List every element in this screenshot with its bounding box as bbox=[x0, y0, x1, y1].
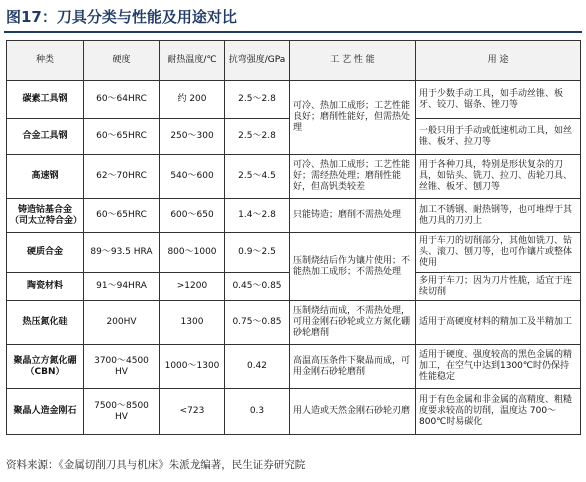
cell-strength: 0.9～2.5 bbox=[225, 233, 290, 273]
header-kind: 种类 bbox=[7, 41, 84, 81]
figure-title: 图17：刀具分类与性能及用途对比 bbox=[6, 8, 237, 26]
cell-heat: 1300 bbox=[160, 301, 225, 345]
cell-hardness: 60～65HRC bbox=[84, 119, 160, 155]
cell-process: 高温高压条件下聚晶而成，可用金刚石砂轮磨削 bbox=[290, 345, 416, 389]
cell-heat: <723 bbox=[160, 389, 225, 435]
cell-hardness: 60～65HRC bbox=[84, 199, 160, 233]
cell-heat: 1000～1300 bbox=[160, 345, 225, 389]
cell-kind: 陶瓷材料 bbox=[7, 273, 84, 301]
header-hardness: 硬度 bbox=[84, 41, 160, 81]
cell-process: 用人造或天然金刚石砂轮刃磨 bbox=[290, 389, 416, 435]
cell-strength: 2.5～4.5 bbox=[225, 155, 290, 199]
cell-kind: 聚晶立方氮化硼（CBN） bbox=[7, 345, 84, 389]
table-row bbox=[7, 233, 581, 273]
cell-use: 用于有色金属和非金属的高精度、粗糙度要求较高的切削，温度达 700～800℃时易碳化 bbox=[416, 389, 581, 435]
cell-strength: 2.5～2.8 bbox=[225, 119, 290, 155]
cell-hardness: 91～94HRA bbox=[84, 273, 160, 301]
header-use: 用 途 bbox=[416, 41, 581, 81]
cell-use: 适用于硬度、强度较高的黑色金属的精加工，在空气中达到1300℃时仍保持性能稳定 bbox=[416, 345, 581, 389]
cell-hardness: 89～93.5 HRA bbox=[84, 233, 160, 273]
cell-kind: 碳素工具钢 bbox=[7, 81, 84, 119]
cell-kind: 合金工具钢 bbox=[7, 119, 84, 155]
table-row bbox=[7, 345, 581, 389]
header-process: 工 艺 性 能 bbox=[290, 41, 416, 81]
cell-heat: >1200 bbox=[160, 273, 225, 301]
table-row bbox=[7, 81, 581, 119]
cell-strength: 2.5～2.8 bbox=[225, 81, 290, 119]
cell-hardness: 200HV bbox=[84, 301, 160, 345]
cell-heat: 540～600 bbox=[160, 155, 225, 199]
cell-heat: 600～650 bbox=[160, 199, 225, 233]
cell-process: 只能铸造；磨削不需热处理 bbox=[290, 199, 416, 233]
cell-strength: 0.42 bbox=[225, 345, 290, 389]
cell-use: 用于少数手动工具，如手动丝锥、板牙、铰刀、锯条、锉刀等 bbox=[416, 81, 581, 119]
cell-hardness: 7500～8500 HV bbox=[84, 389, 160, 435]
cell-strength: 1.4～2.8 bbox=[225, 199, 290, 233]
cell-process: 可冷、热加工成形；工艺性能好；需经热处理；磨削性能好，但高钒类较差 bbox=[290, 155, 416, 199]
cell-heat: 800～1000 bbox=[160, 233, 225, 273]
cell-use: 用于各种刀具，特别是形状复杂的刀具，如钻头、铣刀、拉刀、齿轮刀具、丝锥、板牙、刨刀等 bbox=[416, 155, 581, 199]
cell-use: 加工不锈钢、耐热钢等，也可堆焊于其他刀具的刀刃上 bbox=[416, 199, 581, 233]
cell-kind: 铸造钴基合金（司太立特合金） bbox=[7, 199, 84, 233]
cell-kind: 硬质合金 bbox=[7, 233, 84, 273]
cell-hardness: 60～64HRC bbox=[84, 81, 160, 119]
cell-process: 可冷、热加工成形；工艺性能良好；磨削性能好，但需热处理 bbox=[290, 81, 416, 155]
source-note: 资料来源：《金属切削刀具与机床》朱派龙编著，民生证券研究院 bbox=[6, 459, 306, 471]
table-row bbox=[7, 389, 581, 435]
tool-material-table bbox=[6, 40, 581, 435]
cell-kind: 高速钢 bbox=[7, 155, 84, 199]
cell-kind: 聚晶人造金刚石 bbox=[7, 389, 84, 435]
cell-use: 多用于车刀；因为刀片性脆，适宜于连续切削 bbox=[416, 273, 581, 301]
header-strength: 抗弯强度/GPa bbox=[225, 41, 290, 81]
cell-heat: 250～300 bbox=[160, 119, 225, 155]
cell-strength: 0.75～0.85 bbox=[225, 301, 290, 345]
table-row bbox=[7, 301, 581, 345]
table-row bbox=[7, 155, 581, 199]
header-heat: 耐热温度/℃ bbox=[160, 41, 225, 81]
table-header-row bbox=[7, 41, 581, 81]
cell-use: 一般只用于手动或低速机动工具，如丝锥、板牙、拉刀等 bbox=[416, 119, 581, 155]
cell-kind: 热压氮化硅 bbox=[7, 301, 84, 345]
cell-hardness: 62～70HRC bbox=[84, 155, 160, 199]
cell-strength: 0.45～0.85 bbox=[225, 273, 290, 301]
cell-hardness: 3700～4500 HV bbox=[84, 345, 160, 389]
cell-process: 压制烧结而成，不需热处理，可用金刚石砂轮或立方氮化硼砂轮磨削 bbox=[290, 301, 416, 345]
title-divider bbox=[4, 31, 582, 33]
cell-use: 用于车刀的切削部分，其他如铣刀、钻头、滚刀、刨刀等，也可作镶片或整体使用 bbox=[416, 233, 581, 273]
cell-use: 适用于高硬度材料的精加工及半精加工 bbox=[416, 301, 581, 345]
table-row bbox=[7, 199, 581, 233]
cell-strength: 0.3 bbox=[225, 389, 290, 435]
cell-process: 压制烧结后作为镶片使用；不能热加工成形；不需热处理 bbox=[290, 233, 416, 301]
cell-heat: 约 200 bbox=[160, 81, 225, 119]
